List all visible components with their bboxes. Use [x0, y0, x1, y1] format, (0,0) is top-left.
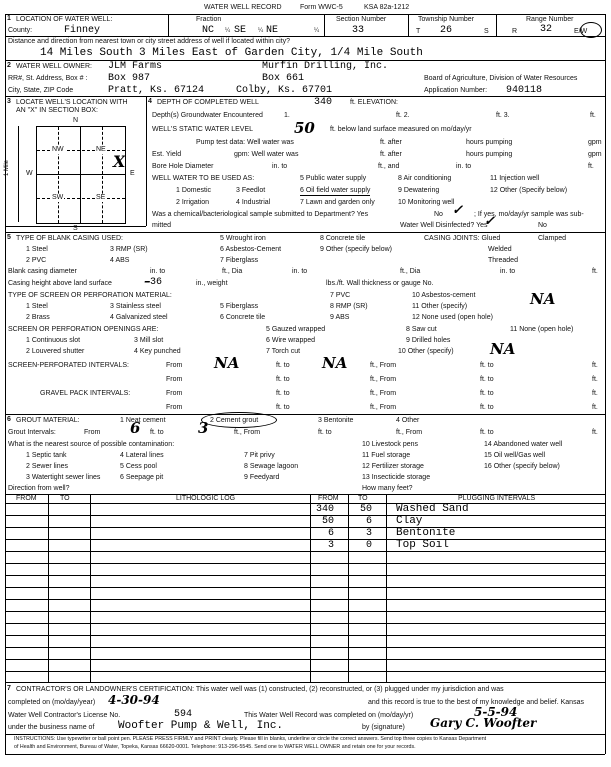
business-name[interactable]: Woofter Pump & Well, Inc. [118, 720, 284, 732]
divider [310, 494, 311, 682]
gw-2: ft. 2. [396, 112, 410, 119]
opening-10[interactable]: 10 Other (specify) [398, 348, 454, 355]
form-number: Form WWC-5 [300, 4, 343, 11]
locate-label-1: LOCATE WELL'S LOCATION WITH [16, 99, 128, 106]
screen-12[interactable]: 12 None used (open hole) [412, 314, 493, 321]
use-label: WELL WATER TO BE USED AS: [152, 175, 255, 182]
contam-10[interactable]: 10 Livestock pens [362, 441, 419, 448]
screen-9[interactable]: 9 ABS [330, 314, 350, 321]
divider [5, 515, 605, 516]
use-11[interactable]: 11 Injection well [490, 175, 540, 182]
casing-joints-label: CASING JOINTS: Glued [424, 235, 501, 242]
gravel-intervals-label: GRAVEL PACK INTERVALS: [40, 390, 131, 397]
casing-7[interactable]: 7 Fiberglass [220, 257, 259, 264]
si-from-2: From [166, 376, 183, 383]
use-2[interactable]: 2 Irrigation [176, 199, 210, 206]
divider [5, 754, 605, 755]
township-s: S [484, 28, 489, 35]
grout-from-value[interactable]: 6 [130, 419, 141, 437]
contam-11[interactable]: 11 Fuel storage [362, 452, 411, 459]
divider [5, 647, 605, 648]
diam-ft-dia-2: ft., Dia [400, 268, 421, 275]
casing-9[interactable]: 9 Other (specify below) [320, 246, 392, 253]
signature-label: by (signature) [362, 724, 405, 731]
use-8[interactable]: 8 Air conditioning [398, 175, 452, 182]
use-1[interactable]: 1 Domestic [176, 187, 212, 194]
contam-6[interactable]: 6 Seepage pit [120, 474, 164, 481]
plug-row-from[interactable]: 50 [322, 516, 335, 527]
owner-value[interactable]: JLM Farms [108, 61, 163, 72]
casing-5[interactable]: 5 Wrought iron [220, 235, 266, 242]
grout-1[interactable]: 1 Neat cement [120, 417, 166, 424]
plug-row-to[interactable]: 50 [360, 504, 373, 515]
divider [5, 635, 605, 636]
city-label: City, State, ZIP Code [8, 87, 74, 94]
divider [408, 14, 409, 36]
si-ft-from-2: ft., From [370, 376, 397, 383]
form-title: WATER WELL RECORD [204, 4, 282, 11]
divider [5, 551, 605, 552]
address-label: RR#, St. Address, Box # : [8, 75, 88, 82]
license-number[interactable]: 594 [174, 709, 193, 720]
depth-value[interactable]: 340 [314, 97, 333, 108]
est-gpm: gpm: Well water was [234, 151, 299, 158]
frame-top [5, 14, 605, 15]
plug-to-header: TO [358, 495, 368, 502]
divider [5, 623, 605, 624]
opening-5[interactable]: 5 Gauzed wrapped [266, 326, 326, 333]
grout-2-selected[interactable]: 2 Cement grout [210, 417, 259, 424]
address-value-2[interactable]: Box 661 [262, 73, 305, 84]
divider [5, 232, 605, 233]
screen-intervals-label: SCREEN-PERFORATED INTERVALS: [8, 362, 129, 369]
divider [5, 671, 605, 672]
est-ft-after: ft. after [380, 151, 402, 158]
grout-ft-from: ft., From [234, 429, 261, 436]
gp-ft-to-2: ft. to [480, 390, 494, 397]
plug-row-desc[interactable]: Top Soil [396, 539, 449, 551]
disinfected-no[interactable]: No [538, 222, 547, 229]
casing-8[interactable]: 8 Concrete tile [320, 235, 366, 242]
range-r: R [512, 28, 518, 35]
section-1-number: 1 [7, 15, 11, 22]
plugging-header: PLUGGING INTERVALS [458, 495, 536, 502]
divider [5, 96, 605, 97]
si-ft-1: ft. [592, 362, 598, 369]
gp-from-1: From [166, 390, 183, 397]
bore-and: ft., and [378, 163, 400, 170]
divider [5, 587, 605, 588]
box-north: N [73, 117, 79, 124]
screen-5[interactable]: 5 Fiberglass [220, 303, 259, 310]
blank-diameter-label: Blank casing diameter [8, 268, 77, 275]
contam-13[interactable]: 13 Insecticide storage [362, 474, 431, 481]
gp-from-2: From [166, 404, 183, 411]
opening-9[interactable]: 9 Drilled holes [406, 337, 451, 344]
screen-4[interactable]: 4 Galvanized steel [110, 314, 168, 321]
license-label: Water Well Contractor's License No. [8, 712, 121, 719]
plug-row-from[interactable]: 6 [328, 528, 335, 539]
mile-scale-line [18, 126, 19, 222]
diam-in-to-3: in. to [500, 268, 516, 275]
divider [5, 503, 605, 504]
opening-6[interactable]: 6 Wire wrapped [266, 337, 316, 344]
divider [5, 575, 605, 576]
section-5-number: 5 [7, 234, 11, 241]
city-value[interactable]: Pratt, Ks. 67124 [108, 85, 205, 96]
contam-9[interactable]: 9 Feedyard [244, 474, 280, 481]
screen-intervals-na-2[interactable]: NA [322, 354, 348, 372]
casing-3[interactable]: 3 RMP (SR) [110, 246, 148, 253]
quarter-mark: ¼ [314, 28, 320, 34]
contam-7[interactable]: 7 Pit privy [244, 452, 275, 459]
section-box[interactable] [36, 126, 126, 224]
board-label: Board of Agriculture, Division of Water Resources [424, 75, 578, 82]
completed-date[interactable]: 4-30-94 [108, 693, 160, 707]
est-yield-label: Est. Yield [152, 151, 182, 158]
casing-height-value[interactable]: 36 [150, 277, 163, 288]
pump-hours: hours pumping [466, 139, 513, 146]
opening-8[interactable]: 8 Saw cut [406, 326, 437, 333]
county-label: County: [8, 27, 33, 34]
gp-ft-1: ft. [592, 390, 598, 397]
divider [168, 14, 169, 36]
pump-gpm: gpm [588, 139, 602, 146]
gw-3: ft. 3. [496, 112, 510, 119]
screen-11[interactable]: 11 Other (specify) [412, 303, 468, 310]
gw-ft: ft. [590, 112, 596, 119]
range-value[interactable]: 32 [540, 24, 553, 35]
opening-4[interactable]: 4 Key punched [134, 348, 181, 355]
plug-row-to[interactable]: 6 [366, 516, 373, 527]
chemical-rest: ; If yes, mo/day/yr sample was sub- [474, 211, 584, 218]
box-ne: NE [96, 146, 106, 153]
owner-value-2[interactable]: Murfin Drilling, Inc. [262, 61, 389, 72]
casing-4[interactable]: 4 ABS [110, 257, 130, 264]
groundwater-label: Depth(s) Groundwater Encountered [152, 112, 263, 119]
city-value-2[interactable]: Colby, Ks. 67701 [236, 85, 333, 96]
completed-label: completed on (mo/day/year) [8, 699, 96, 706]
si-ft-to-3: ft. to [276, 376, 290, 383]
casing-2[interactable]: 2 PVC [26, 257, 47, 264]
plug-row-to[interactable]: 0 [366, 540, 373, 551]
township-t: T [416, 28, 421, 35]
signature[interactable]: Gary C. Woofter [430, 716, 537, 730]
address-value[interactable]: Box 987 [108, 73, 151, 84]
static-level-rest: ft. below land surface measured on mo/day/yr [330, 126, 472, 133]
business-label: under the business name of [8, 724, 95, 731]
openings-na[interactable]: NA [490, 340, 516, 358]
contam-2[interactable]: 2 Sewer lines [26, 463, 69, 470]
box-sw: SW [52, 194, 64, 201]
grout-intervals-label: Grout Intervals: [8, 429, 56, 436]
contam-8[interactable]: 8 Sewage lagoon [244, 463, 299, 470]
divider [348, 494, 349, 682]
diam-ft-dia: ft., Dia [222, 268, 243, 275]
location-x-mark: X [113, 152, 126, 171]
mile-scale-label: 1 Mile [4, 159, 10, 176]
casing-welded[interactable]: Welded [488, 246, 512, 253]
range-ew: E/W [574, 28, 588, 35]
use-7[interactable]: 7 Lawn and garden only [300, 199, 375, 206]
casing-1[interactable]: 1 Steel [26, 246, 48, 253]
diam-in-to-2: in. to [292, 268, 308, 275]
grout-ft-from-2: ft., From [396, 429, 423, 436]
screen-6[interactable]: 6 Concrete tile [220, 314, 266, 321]
divider [5, 659, 605, 660]
contam-12[interactable]: 12 Fertilizer storage [362, 463, 424, 470]
application-label: Application Number: [424, 87, 488, 94]
divider [5, 414, 605, 415]
chemical-no-mark: ✓ [452, 203, 463, 218]
elevation-label: ft. ELEVATION: [350, 99, 398, 106]
grout-3[interactable]: 3 Bentonite [318, 417, 354, 424]
casing-height-label: Casing height above land surface [8, 280, 112, 287]
section-label: Section Number [336, 16, 387, 23]
bore-label: Bore Hole Diameter [152, 163, 214, 170]
casing-height-dash: – [144, 274, 151, 289]
grout-ft: ft. [592, 429, 598, 436]
screen-2[interactable]: 2 Brass [26, 314, 50, 321]
log-from-header: FROM [16, 495, 37, 502]
fraction-q3[interactable]: NE [266, 25, 279, 36]
divider [146, 96, 147, 226]
section-value[interactable]: 33 [352, 25, 365, 36]
opening-7[interactable]: 7 Torch cut [266, 348, 301, 355]
gp-ft-from-2: ft., From [370, 404, 397, 411]
grout-ft-to-3: ft. to [480, 429, 494, 436]
casing-clamped[interactable]: Clamped [538, 235, 567, 242]
contam-3[interactable]: 3 Watertight sewer lines [26, 474, 101, 481]
section-2-number: 2 [7, 62, 11, 69]
diam-ft: ft. [592, 268, 598, 275]
distance-value[interactable]: 14 Miles South 3 Miles East of Garden City, 1/4 Mile South [40, 47, 423, 59]
use-10[interactable]: 10 Monitoring well [398, 199, 455, 206]
si-ft-from-1: ft., From [370, 362, 397, 369]
direction-label: Direction from well? [8, 485, 70, 492]
quarter-mark: ¼ [258, 28, 264, 34]
casing-label: TYPE OF BLANK CASING USED: [16, 235, 123, 242]
range-label: Range Number [526, 16, 574, 23]
use-6-selected[interactable]: 6 Oil field water supply [300, 187, 371, 194]
section-4-number: 4 [148, 98, 152, 105]
si-ft-to-4: ft. to [480, 376, 494, 383]
chemical-question: Was a chemical/bacteriological sample submitted to Department? Yes [152, 211, 369, 218]
casing-weight: in., weight [196, 280, 228, 287]
certification-text: CONTRACTOR'S OR LANDOWNER'S CERTIFICATION: This water well was (1) constructed, (2) reconstructed, or (3) plugged under my jurisdiction and was [16, 686, 504, 693]
opening-3[interactable]: 3 Mill slot [134, 337, 164, 344]
si-ft-to-2: ft. to [480, 362, 494, 369]
divider [5, 611, 605, 612]
divider [5, 734, 605, 735]
use-12[interactable]: 12 Other (Specify below) [490, 187, 568, 194]
divider [90, 494, 91, 682]
casing-threaded[interactable]: Threaded [488, 257, 518, 264]
plug-row-from[interactable]: 3 [328, 540, 335, 551]
how-many-feet-label: How many feet? [362, 485, 413, 492]
contam-1[interactable]: 1 Septic tank [26, 452, 67, 459]
disinfected-yes-mark: ✓ [484, 214, 495, 229]
county-value[interactable]: Finney [64, 25, 101, 36]
casing-6[interactable]: 6 Asbestos-Cement [220, 246, 282, 253]
divider [5, 599, 605, 600]
ksa-number: KSA 82a-1212 [364, 4, 410, 11]
divider [5, 539, 605, 540]
box-west: W [26, 170, 33, 177]
township-label: Township Number [418, 16, 475, 23]
box-nw: NW [52, 146, 64, 153]
screen-1[interactable]: 1 Steel [26, 303, 48, 310]
contam-14[interactable]: 14 Abandoned water well [484, 441, 563, 448]
fraction-q2[interactable]: SE [234, 25, 247, 36]
gw-1: 1. [284, 112, 290, 119]
pump-test-label: Pump test data: Well water was [196, 139, 294, 146]
bore-ft: ft. [588, 163, 594, 170]
static-level-label: WELL'S STATIC WATER LEVEL [152, 126, 254, 133]
plug-row-desc[interactable]: Washed Sand [396, 503, 469, 515]
distance-label: Distance and direction from nearest town or city street address of well if located within city? [8, 38, 291, 45]
plug-row-from[interactable]: 340 [316, 504, 335, 515]
quarter-mark: ¼ [225, 28, 231, 34]
screen-material-label: TYPE OF SCREEN OR PERFORATION MATERIAL: [8, 292, 172, 299]
bore-in-to: in. to [272, 163, 288, 170]
application-number[interactable]: 940118 [506, 85, 543, 96]
chemical-no[interactable]: No [434, 211, 443, 218]
section-6-number: 6 [7, 416, 11, 423]
plug-row-desc[interactable]: Bentonite [396, 527, 456, 539]
section-7-number: 7 [7, 685, 11, 692]
frame-left [5, 14, 6, 754]
contam-4[interactable]: 4 Lateral lines [120, 452, 164, 459]
opening-1[interactable]: 1 Continuous slot [26, 337, 81, 344]
plug-row-desc[interactable]: Clay [396, 515, 423, 527]
est-hours: hours pumping [466, 151, 513, 158]
gp-ft-from-1: ft., From [370, 390, 397, 397]
screen-10[interactable]: 10 Asbestos-cement [412, 292, 476, 299]
divider [324, 14, 325, 36]
divider [5, 682, 605, 683]
use-9[interactable]: 9 Dewatering [398, 187, 440, 194]
screen-8[interactable]: 8 RMP (SR) [330, 303, 368, 310]
instructions-line-1: INSTRUCTIONS: Use typewriter or ball point pen. PLEASE PRESS FIRMLY and PRINT clearly. Please fill in blanks, underline or circle the correct answers. Send top three copies to Kansas Department [14, 736, 487, 742]
grout-ft-to-2: ft. to [318, 429, 332, 436]
frame-right [605, 14, 606, 754]
grout-ft-to: ft. to [150, 429, 164, 436]
disinfected-label: Water Well Disinfected? Yes [400, 222, 488, 229]
use-4[interactable]: 4 Industrial [236, 199, 271, 206]
plug-row-to[interactable]: 3 [366, 528, 373, 539]
use-3[interactable]: 3 Feedlot [236, 187, 266, 194]
static-level-value[interactable]: 50 [294, 119, 315, 137]
section-3-number: 3 [7, 98, 11, 105]
screen-3[interactable]: 3 Stainless steel [110, 303, 161, 310]
opening-2[interactable]: 2 Louvered shutter [26, 348, 85, 355]
si-from-1: From [166, 362, 183, 369]
est-gpm-2: gpm [588, 151, 602, 158]
certification-text-2: and this record is true to the best of my knowledge and belief. Kansas [368, 699, 584, 706]
divider [5, 563, 605, 564]
contam-15[interactable]: 15 Oil well/Gas well [484, 452, 546, 459]
box-south: S [73, 225, 78, 232]
fraction-q1[interactable]: NC [202, 25, 215, 36]
si-ft-2: ft. [592, 376, 598, 383]
divider [5, 36, 605, 37]
opening-11[interactable]: 11 None (open hole) [510, 326, 574, 333]
divider [5, 527, 605, 528]
fraction-label: Fraction [196, 16, 222, 23]
pump-ft-after: ft. after [380, 139, 402, 146]
screen-material-na[interactable]: NA [530, 290, 556, 308]
diam-in-to: in. to [150, 268, 166, 275]
contam-16[interactable]: 16 Other (specify below) [484, 463, 560, 470]
locate-label-2: AN "X" IN SECTION BOX: [16, 107, 98, 114]
gp-ft-to-1: ft. to [276, 390, 290, 397]
grout-4[interactable]: 4 Other [396, 417, 420, 424]
use-5[interactable]: 5 Public water supply [300, 175, 367, 182]
litho-header: LITHOLOGIC LOG [176, 495, 236, 502]
township-value[interactable]: 26 [440, 25, 453, 36]
box-east: E [130, 170, 135, 177]
si-ft-to-1: ft. to [276, 362, 290, 369]
screen-7[interactable]: 7 PVC [330, 292, 351, 299]
divider [386, 494, 387, 682]
grout-to-value[interactable]: 3 [198, 419, 209, 437]
record-date[interactable]: 5-5-94 [474, 705, 518, 719]
log-to-header: TO [60, 495, 70, 502]
screen-intervals-na-1[interactable]: NA [214, 354, 240, 372]
divider [48, 494, 49, 682]
bore-in-to-2: in. to [456, 163, 472, 170]
gp-ft-to-4: ft. to [480, 404, 494, 411]
instructions-line-2: of Health and Environment, Bureau of Water, Topeka, Kansas 66620-0001. Telephone: 913-296-5545. Send one to WATER WELL OWNER and retain one for your records. [14, 744, 416, 750]
location-label: LOCATION OF WATER WELL: [16, 16, 113, 23]
gp-ft-2: ft. [592, 404, 598, 411]
divider [5, 226, 146, 227]
depth-label: DEPTH OF COMPLETED WELL [157, 99, 259, 106]
gp-ft-to-3: ft. to [276, 404, 290, 411]
box-se: SE [96, 194, 106, 201]
grout-from: From [84, 429, 101, 436]
owner-label: WATER WELL OWNER: [16, 63, 92, 70]
divider [496, 14, 497, 36]
contam-5[interactable]: 5 Cess pool [120, 463, 157, 470]
casing-lbs: lbs./ft. Wall thickness or gauge No. [326, 280, 434, 287]
contamination-label: What is the nearest source of possible contamination: [8, 441, 175, 448]
plug-from-header: FROM [318, 495, 339, 502]
mitted: mitted [152, 222, 172, 229]
record-label: This Water Well Record was completed on (mo/day/yr) [244, 712, 414, 719]
openings-label: SCREEN OR PERFORATION OPENINGS ARE: [8, 326, 159, 333]
grout-material-label: GROUT MATERIAL: [16, 417, 80, 424]
